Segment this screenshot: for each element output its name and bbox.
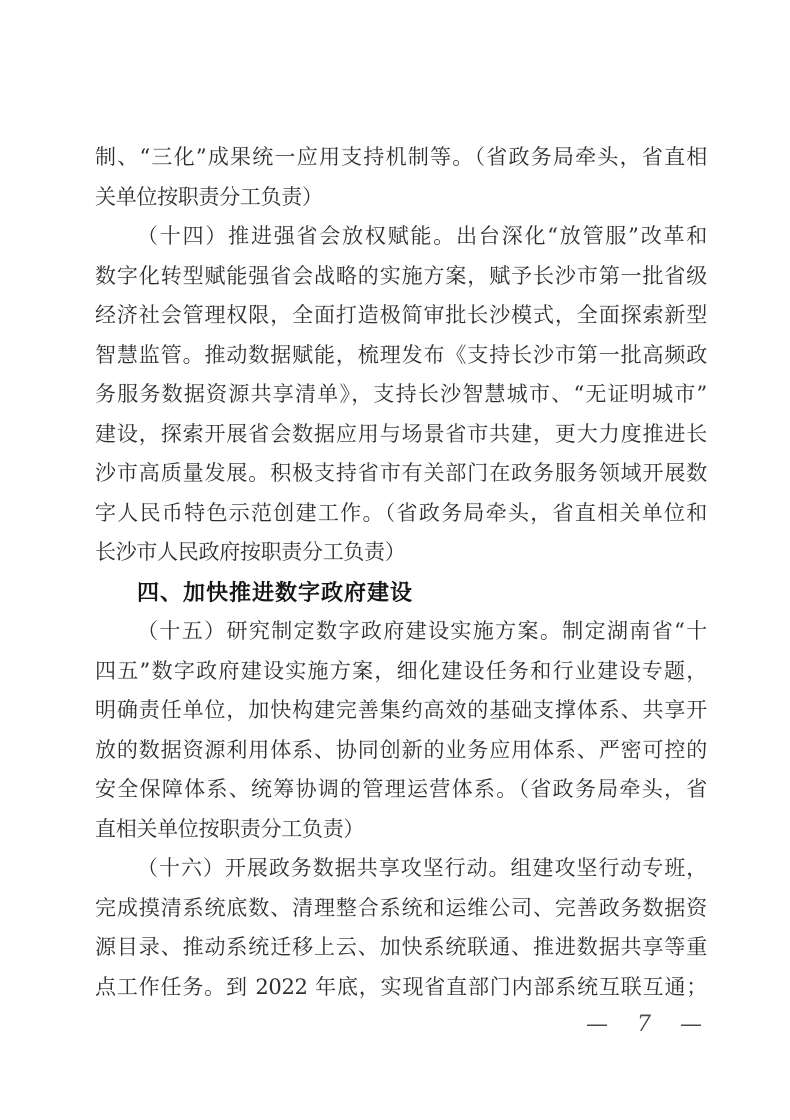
text-line: （十五）研究制定数字政府建设实施方案。制定湖南省“十	[137, 619, 707, 643]
text-line: 关单位按职责分工负责）	[95, 184, 323, 209]
text-line: 智慧监管。推动数据赋能，梳理发布《支持长沙市第一批高频政	[95, 342, 707, 367]
text-line: 经济社会管理权限，全面打造极简审批长沙模式，全面探索新型	[95, 303, 707, 327]
text-line: 数字化转型赋能强省会战略的实施方案，赋予长沙市第一批省级	[95, 263, 707, 288]
text-line: 安全保障体系、统筹协调的管理运营体系。（省政务局牵头，省	[95, 777, 707, 801]
text-line: 放的数据资源利用体系、协同创新的业务应用体系、严密可控的	[95, 737, 707, 762]
text-line: 源目录、推动系统迁移上云、加快系统联通、推进数据共享等重	[95, 935, 707, 959]
text-line: 完成摸清系统底数、清理整合系统和运维公司、完善政务数据资	[95, 895, 707, 920]
text-line: 字人民币特色示范创建工作。（省政务局牵头，省直相关单位和	[95, 500, 707, 525]
text-line: （十六）开展政务数据共享攻坚行动。组建攻坚行动专班，	[137, 856, 707, 880]
text-line: 直相关单位按职责分工负责）	[95, 816, 365, 841]
text-line: 建设，探索开展省会数据应用与场景省市共建，更大力度推进长	[95, 421, 707, 446]
text-line: 沙市高质量发展。积极支持省市有关部门在政务服务领域开展数	[95, 461, 707, 485]
document-body	[95, 138, 707, 1007]
section-heading: 四、加快推进数字政府建设	[137, 579, 414, 605]
text-line: 务服务数据资源共享清单》，支持长沙智慧城市、“无证明城市”	[95, 382, 707, 406]
text-line: （十四）推进强省会放权赋能。出台深化“放管服”改革和	[137, 224, 707, 248]
text-line: 长沙市人民政府按职责分工负责）	[95, 540, 406, 564]
text-line: 明确责任单位，加快构建完善集约高效的基础支撑体系、共享开	[95, 698, 707, 722]
text-line: 制、“三化”成果统一应用支持机制等。（省政务局牵头，省直相	[95, 145, 707, 169]
page-number: — 7 —	[586, 1012, 707, 1037]
text-line: 四五”数字政府建设实施方案，细化建设任务和行业建设专题，	[95, 658, 707, 683]
text-line: 点工作任务。到 2022 年底，实现省直部门内部系统互联互通；	[95, 974, 707, 999]
